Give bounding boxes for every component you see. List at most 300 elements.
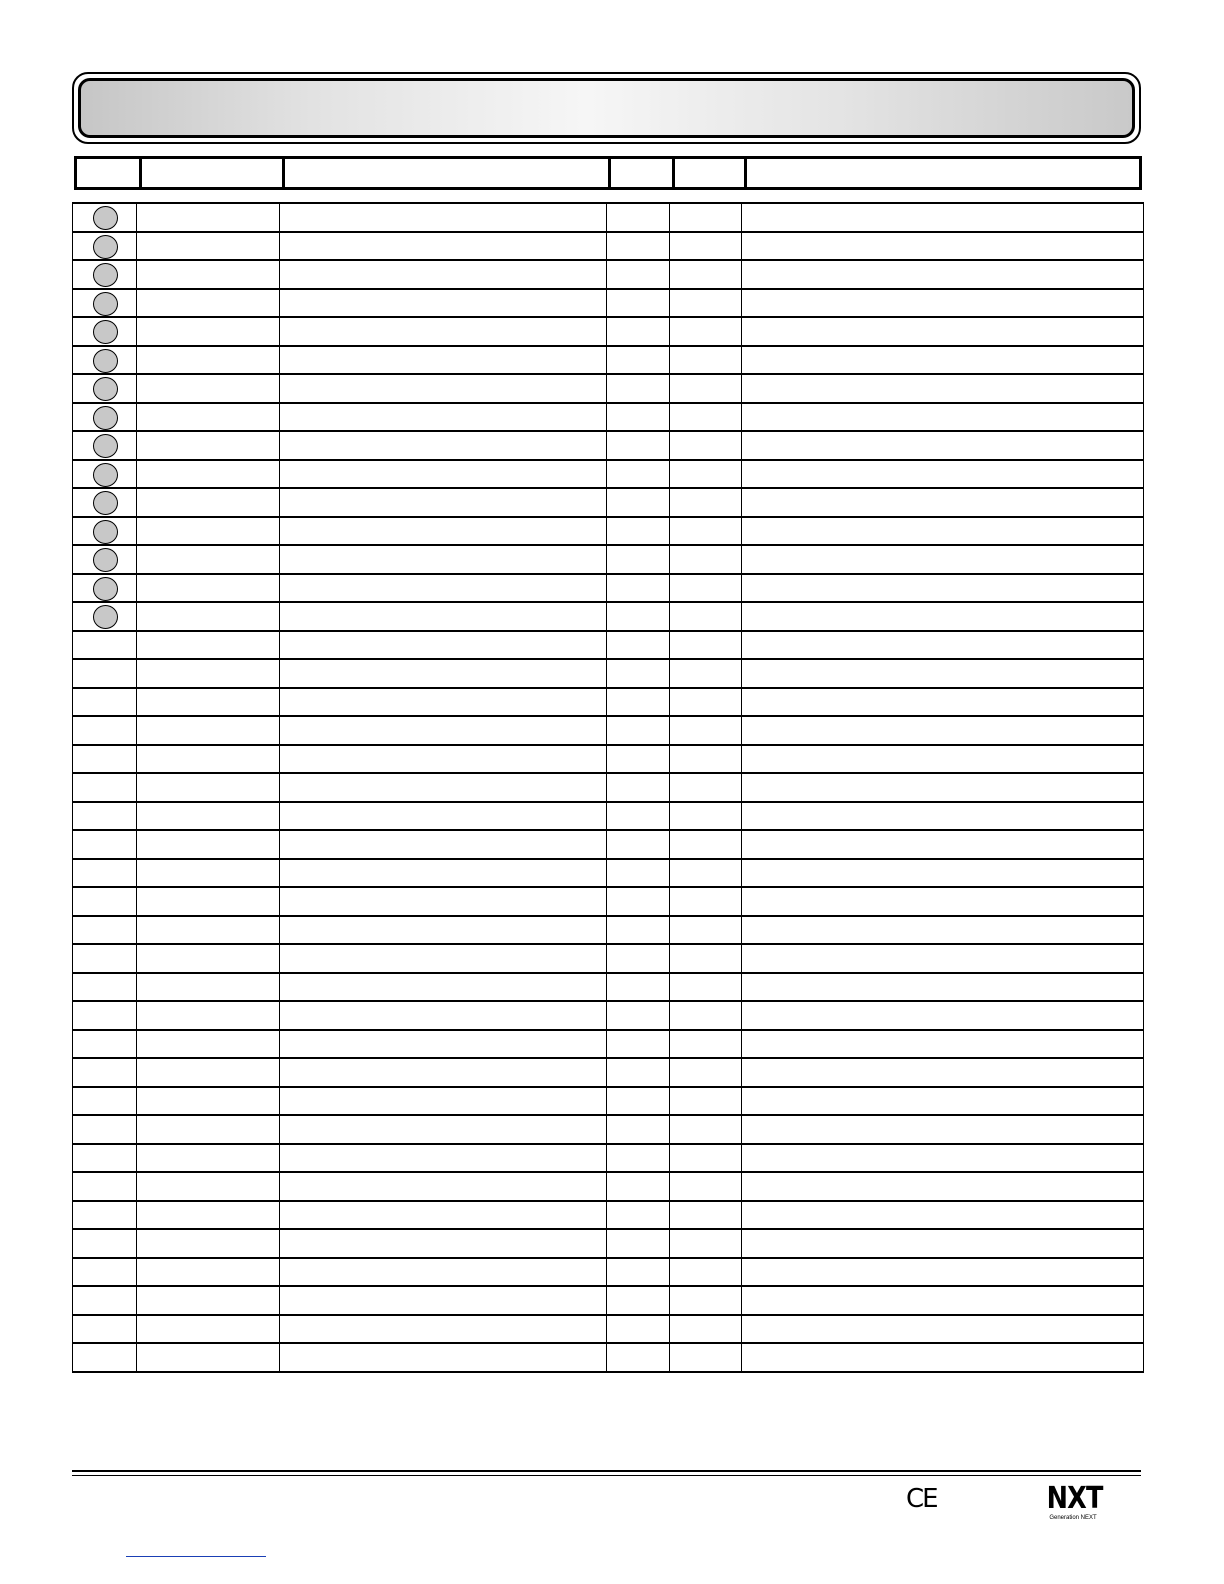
table-cell-4 xyxy=(607,204,670,231)
table-cell-2 xyxy=(137,603,280,630)
table-cell-3 xyxy=(280,489,607,516)
table-cell-6 xyxy=(742,1031,1143,1058)
table-cell-1 xyxy=(73,318,137,345)
table-cell-4 xyxy=(607,347,670,374)
table-cell-2 xyxy=(137,461,280,488)
ce-mark: CE xyxy=(906,1484,937,1514)
table-cell-1 xyxy=(73,461,137,488)
item-number-circle-icon xyxy=(93,463,118,487)
table-cell-4 xyxy=(607,518,670,545)
table-cell-1 xyxy=(73,945,137,972)
table-cell-2 xyxy=(137,1116,280,1143)
table-cell-2 xyxy=(137,860,280,887)
table-cell-1 xyxy=(73,803,137,830)
table-cell-6 xyxy=(742,290,1143,317)
table-cell-2 xyxy=(137,261,280,288)
table-cell-6 xyxy=(742,1344,1143,1371)
table-cell-6 xyxy=(742,1059,1143,1086)
table-cell-4 xyxy=(607,917,670,944)
table-row xyxy=(73,261,1143,290)
table-row xyxy=(73,974,1143,1003)
item-number-circle-icon xyxy=(93,263,118,287)
table-cell-4 xyxy=(607,1316,670,1343)
table-cell-6 xyxy=(742,1287,1143,1314)
table-row xyxy=(73,1287,1143,1316)
table-cell-1 xyxy=(73,860,137,887)
table-cell-3 xyxy=(280,689,607,716)
table-row xyxy=(73,717,1143,746)
table-cell-4 xyxy=(607,1031,670,1058)
table-cell-5 xyxy=(670,1116,742,1143)
table-cell-2 xyxy=(137,347,280,374)
table-cell-4 xyxy=(607,290,670,317)
table-cell-4 xyxy=(607,318,670,345)
table-cell-1 xyxy=(73,489,137,516)
table-row xyxy=(73,1088,1143,1117)
table-row xyxy=(73,347,1143,376)
table-cell-4 xyxy=(607,831,670,858)
table-cell-5 xyxy=(670,660,742,687)
table-cell-6 xyxy=(742,803,1143,830)
table-cell-5 xyxy=(670,290,742,317)
table-cell-3 xyxy=(280,1202,607,1229)
table-cell-1 xyxy=(73,774,137,801)
table-cell-3 xyxy=(280,261,607,288)
table-cell-3 xyxy=(280,1287,607,1314)
table-cell-2 xyxy=(137,1230,280,1257)
table-cell-2 xyxy=(137,404,280,431)
table-cell-5 xyxy=(670,831,742,858)
table-cell-4 xyxy=(607,432,670,459)
table-cell-4 xyxy=(607,860,670,887)
table-cell-2 xyxy=(137,1316,280,1343)
header-cell-5 xyxy=(675,159,747,187)
table-cell-2 xyxy=(137,1031,280,1058)
table-cell-5 xyxy=(670,1230,742,1257)
item-number-circle-icon xyxy=(93,520,118,544)
item-number-circle-icon xyxy=(93,605,118,629)
table-cell-3 xyxy=(280,974,607,1001)
table-cell-6 xyxy=(742,233,1143,260)
table-cell-2 xyxy=(137,233,280,260)
table-row xyxy=(73,1344,1143,1373)
table-cell-1 xyxy=(73,717,137,744)
table-cell-1 xyxy=(73,375,137,402)
table-cell-3 xyxy=(280,318,607,345)
table-cell-6 xyxy=(742,1173,1143,1200)
table-cell-4 xyxy=(607,774,670,801)
table-row xyxy=(73,1002,1143,1031)
table-cell-5 xyxy=(670,888,742,915)
table-cell-1 xyxy=(73,1259,137,1286)
header-cell-3 xyxy=(285,159,611,187)
table-cell-5 xyxy=(670,917,742,944)
table-cell-2 xyxy=(137,318,280,345)
nxt-logo-subtext: Generation NEXT xyxy=(1049,1515,1097,1521)
table-cell-3 xyxy=(280,917,607,944)
table-cell-3 xyxy=(280,1230,607,1257)
table-cell-3 xyxy=(280,803,607,830)
table-cell-6 xyxy=(742,945,1143,972)
table-cell-6 xyxy=(742,1088,1143,1115)
table-cell-5 xyxy=(670,546,742,573)
table-cell-1 xyxy=(73,632,137,659)
table-cell-3 xyxy=(280,1088,607,1115)
table-cell-5 xyxy=(670,347,742,374)
table-cell-4 xyxy=(607,233,670,260)
table-cell-6 xyxy=(742,1259,1143,1286)
table-cell-5 xyxy=(670,489,742,516)
table-cell-2 xyxy=(137,1059,280,1086)
table-cell-3 xyxy=(280,1259,607,1286)
table-cell-3 xyxy=(280,774,607,801)
table-cell-1 xyxy=(73,290,137,317)
table-cell-2 xyxy=(137,518,280,545)
table-row xyxy=(73,1230,1143,1259)
table-cell-2 xyxy=(137,803,280,830)
item-number-circle-icon xyxy=(93,320,118,344)
table-cell-3 xyxy=(280,347,607,374)
table-cell-1 xyxy=(73,831,137,858)
table-cell-3 xyxy=(280,432,607,459)
table-cell-5 xyxy=(670,204,742,231)
table-cell-3 xyxy=(280,1059,607,1086)
table-cell-5 xyxy=(670,945,742,972)
table-cell-1 xyxy=(73,233,137,260)
item-number-circle-icon xyxy=(93,406,118,430)
table-cell-4 xyxy=(607,575,670,602)
table-cell-2 xyxy=(137,945,280,972)
table-cell-1 xyxy=(73,546,137,573)
table-cell-4 xyxy=(607,1145,670,1172)
table-row xyxy=(73,1031,1143,1060)
table-cell-1 xyxy=(73,917,137,944)
table-cell-6 xyxy=(742,1316,1143,1343)
table-cell-1 xyxy=(73,689,137,716)
table-cell-3 xyxy=(280,290,607,317)
table-cell-6 xyxy=(742,1116,1143,1143)
table-cell-1 xyxy=(73,1316,137,1343)
table-cell-6 xyxy=(742,204,1143,231)
table-cell-2 xyxy=(137,432,280,459)
header-cell-2 xyxy=(142,159,285,187)
table-cell-6 xyxy=(742,546,1143,573)
table-row xyxy=(73,774,1143,803)
table-cell-1 xyxy=(73,1059,137,1086)
table-cell-5 xyxy=(670,1173,742,1200)
table-cell-6 xyxy=(742,1230,1143,1257)
table-row xyxy=(73,746,1143,775)
table-cell-4 xyxy=(607,1287,670,1314)
table-cell-2 xyxy=(137,1259,280,1286)
table-cell-3 xyxy=(280,461,607,488)
table-cell-1 xyxy=(73,1230,137,1257)
table-row xyxy=(73,575,1143,604)
table-cell-3 xyxy=(280,404,607,431)
table-cell-6 xyxy=(742,518,1143,545)
table-cell-5 xyxy=(670,518,742,545)
table-cell-5 xyxy=(670,860,742,887)
table-cell-2 xyxy=(137,1145,280,1172)
table-cell-3 xyxy=(280,518,607,545)
header-cell-4 xyxy=(611,159,675,187)
table-row xyxy=(73,233,1143,262)
table-cell-5 xyxy=(670,432,742,459)
table-cell-4 xyxy=(607,1173,670,1200)
table-cell-2 xyxy=(137,1002,280,1029)
table-cell-3 xyxy=(280,860,607,887)
table-row xyxy=(73,1059,1143,1088)
header-cell-1 xyxy=(77,159,142,187)
table-cell-5 xyxy=(670,746,742,773)
table-cell-4 xyxy=(607,375,670,402)
table-cell-3 xyxy=(280,746,607,773)
table-cell-3 xyxy=(280,375,607,402)
table-cell-1 xyxy=(73,575,137,602)
item-number-circle-icon xyxy=(93,548,118,572)
table-header xyxy=(74,156,1142,190)
table-row xyxy=(73,888,1143,917)
table-cell-6 xyxy=(742,974,1143,1001)
table-cell-2 xyxy=(137,1202,280,1229)
table-cell-3 xyxy=(280,1031,607,1058)
table-cell-1 xyxy=(73,347,137,374)
item-number-circle-icon xyxy=(93,235,118,259)
table-row xyxy=(73,1316,1143,1345)
table-cell-2 xyxy=(137,831,280,858)
table-cell-4 xyxy=(607,1230,670,1257)
table-cell-3 xyxy=(280,1002,607,1029)
table-cell-3 xyxy=(280,603,607,630)
table-cell-6 xyxy=(742,660,1143,687)
footer-link[interactable] xyxy=(126,1556,266,1557)
table-cell-6 xyxy=(742,689,1143,716)
table-row xyxy=(73,689,1143,718)
table-cell-6 xyxy=(742,860,1143,887)
parts-table xyxy=(72,202,1144,1373)
table-cell-5 xyxy=(670,1316,742,1343)
table-cell-3 xyxy=(280,1316,607,1343)
table-cell-2 xyxy=(137,546,280,573)
table-cell-5 xyxy=(670,261,742,288)
table-cell-6 xyxy=(742,318,1143,345)
item-number-circle-icon xyxy=(93,434,118,458)
table-cell-5 xyxy=(670,774,742,801)
table-row xyxy=(73,404,1143,433)
table-cell-4 xyxy=(607,632,670,659)
table-cell-1 xyxy=(73,888,137,915)
table-cell-6 xyxy=(742,461,1143,488)
table-cell-5 xyxy=(670,1344,742,1371)
table-cell-5 xyxy=(670,1059,742,1086)
table-cell-6 xyxy=(742,261,1143,288)
table-cell-6 xyxy=(742,717,1143,744)
table-cell-3 xyxy=(280,546,607,573)
table-cell-6 xyxy=(742,603,1143,630)
table-cell-1 xyxy=(73,603,137,630)
table-cell-3 xyxy=(280,660,607,687)
table-cell-2 xyxy=(137,717,280,744)
table-cell-4 xyxy=(607,261,670,288)
table-cell-2 xyxy=(137,917,280,944)
table-cell-1 xyxy=(73,404,137,431)
table-row xyxy=(73,489,1143,518)
table-cell-1 xyxy=(73,974,137,1001)
table-cell-1 xyxy=(73,746,137,773)
table-cell-4 xyxy=(607,1202,670,1229)
table-cell-6 xyxy=(742,1202,1143,1229)
table-cell-6 xyxy=(742,575,1143,602)
table-cell-6 xyxy=(742,746,1143,773)
table-row xyxy=(73,432,1143,461)
table-cell-4 xyxy=(607,717,670,744)
table-row xyxy=(73,546,1143,575)
table-cell-4 xyxy=(607,603,670,630)
nxt-logo xyxy=(1042,1481,1104,1526)
table-cell-4 xyxy=(607,1002,670,1029)
table-cell-3 xyxy=(280,831,607,858)
table-row xyxy=(73,831,1143,860)
table-row xyxy=(73,204,1143,233)
table-cell-2 xyxy=(137,204,280,231)
table-row xyxy=(73,461,1143,490)
table-cell-5 xyxy=(670,575,742,602)
table-cell-3 xyxy=(280,575,607,602)
table-cell-3 xyxy=(280,945,607,972)
table-row xyxy=(73,945,1143,974)
table-cell-2 xyxy=(137,375,280,402)
table-cell-5 xyxy=(670,717,742,744)
table-row xyxy=(73,518,1143,547)
table-cell-1 xyxy=(73,1173,137,1200)
table-cell-3 xyxy=(280,1344,607,1371)
item-number-circle-icon xyxy=(93,206,118,230)
table-cell-2 xyxy=(137,660,280,687)
table-cell-5 xyxy=(670,632,742,659)
title-banner xyxy=(72,72,1141,144)
table-cell-6 xyxy=(742,917,1143,944)
table-cell-1 xyxy=(73,204,137,231)
table-cell-1 xyxy=(73,1145,137,1172)
table-cell-1 xyxy=(73,1031,137,1058)
table-row xyxy=(73,660,1143,689)
table-cell-2 xyxy=(137,774,280,801)
table-cell-4 xyxy=(607,489,670,516)
footer-rule xyxy=(72,1470,1141,1472)
table-cell-6 xyxy=(742,1002,1143,1029)
table-row xyxy=(73,318,1143,347)
table-cell-4 xyxy=(607,746,670,773)
table-cell-4 xyxy=(607,404,670,431)
table-cell-4 xyxy=(607,803,670,830)
item-number-circle-icon xyxy=(93,491,118,515)
table-row xyxy=(73,290,1143,319)
table-cell-6 xyxy=(742,375,1143,402)
table-cell-2 xyxy=(137,290,280,317)
table-cell-5 xyxy=(670,461,742,488)
table-cell-5 xyxy=(670,689,742,716)
table-row xyxy=(73,1145,1143,1174)
table-cell-5 xyxy=(670,974,742,1001)
header-cell-6 xyxy=(747,159,1139,187)
table-cell-4 xyxy=(607,888,670,915)
table-cell-2 xyxy=(137,974,280,1001)
table-cell-1 xyxy=(73,1002,137,1029)
table-row xyxy=(73,375,1143,404)
table-cell-6 xyxy=(742,774,1143,801)
nxt-logo-text: NXT xyxy=(1046,1481,1103,1516)
table-cell-2 xyxy=(137,689,280,716)
title-banner-fill xyxy=(78,78,1135,138)
table-row xyxy=(73,917,1143,946)
table-cell-2 xyxy=(137,575,280,602)
table-row xyxy=(73,1259,1143,1288)
table-cell-5 xyxy=(670,233,742,260)
table-row xyxy=(73,603,1143,632)
table-cell-2 xyxy=(137,888,280,915)
table-cell-4 xyxy=(607,945,670,972)
table-cell-1 xyxy=(73,261,137,288)
table-cell-3 xyxy=(280,204,607,231)
table-cell-1 xyxy=(73,1344,137,1371)
table-cell-2 xyxy=(137,632,280,659)
table-cell-6 xyxy=(742,632,1143,659)
table-cell-4 xyxy=(607,660,670,687)
table-cell-6 xyxy=(742,831,1143,858)
table-cell-3 xyxy=(280,1116,607,1143)
table-cell-4 xyxy=(607,974,670,1001)
table-cell-5 xyxy=(670,318,742,345)
table-cell-6 xyxy=(742,347,1143,374)
table-row xyxy=(73,1173,1143,1202)
table-cell-6 xyxy=(742,489,1143,516)
table-cell-4 xyxy=(607,461,670,488)
table-cell-3 xyxy=(280,888,607,915)
table-cell-1 xyxy=(73,1088,137,1115)
table-cell-5 xyxy=(670,404,742,431)
table-cell-6 xyxy=(742,1145,1143,1172)
table-cell-2 xyxy=(137,1088,280,1115)
table-cell-4 xyxy=(607,546,670,573)
table-cell-1 xyxy=(73,660,137,687)
table-cell-3 xyxy=(280,717,607,744)
table-cell-2 xyxy=(137,1287,280,1314)
table-cell-3 xyxy=(280,233,607,260)
table-cell-5 xyxy=(670,1002,742,1029)
table-cell-1 xyxy=(73,1287,137,1314)
table-cell-2 xyxy=(137,489,280,516)
table-cell-5 xyxy=(670,1259,742,1286)
table-row xyxy=(73,1202,1143,1231)
table-row xyxy=(73,1116,1143,1145)
table-cell-4 xyxy=(607,1116,670,1143)
table-cell-2 xyxy=(137,746,280,773)
table-cell-5 xyxy=(670,1287,742,1314)
table-cell-5 xyxy=(670,603,742,630)
table-cell-6 xyxy=(742,432,1143,459)
table-cell-4 xyxy=(607,1344,670,1371)
table-cell-5 xyxy=(670,375,742,402)
table-cell-5 xyxy=(670,1145,742,1172)
table-cell-1 xyxy=(73,432,137,459)
table-cell-5 xyxy=(670,1202,742,1229)
table-cell-4 xyxy=(607,1088,670,1115)
table-cell-5 xyxy=(670,1031,742,1058)
item-number-circle-icon xyxy=(93,577,118,601)
table-cell-4 xyxy=(607,1259,670,1286)
item-number-circle-icon xyxy=(93,377,118,401)
table-cell-6 xyxy=(742,404,1143,431)
